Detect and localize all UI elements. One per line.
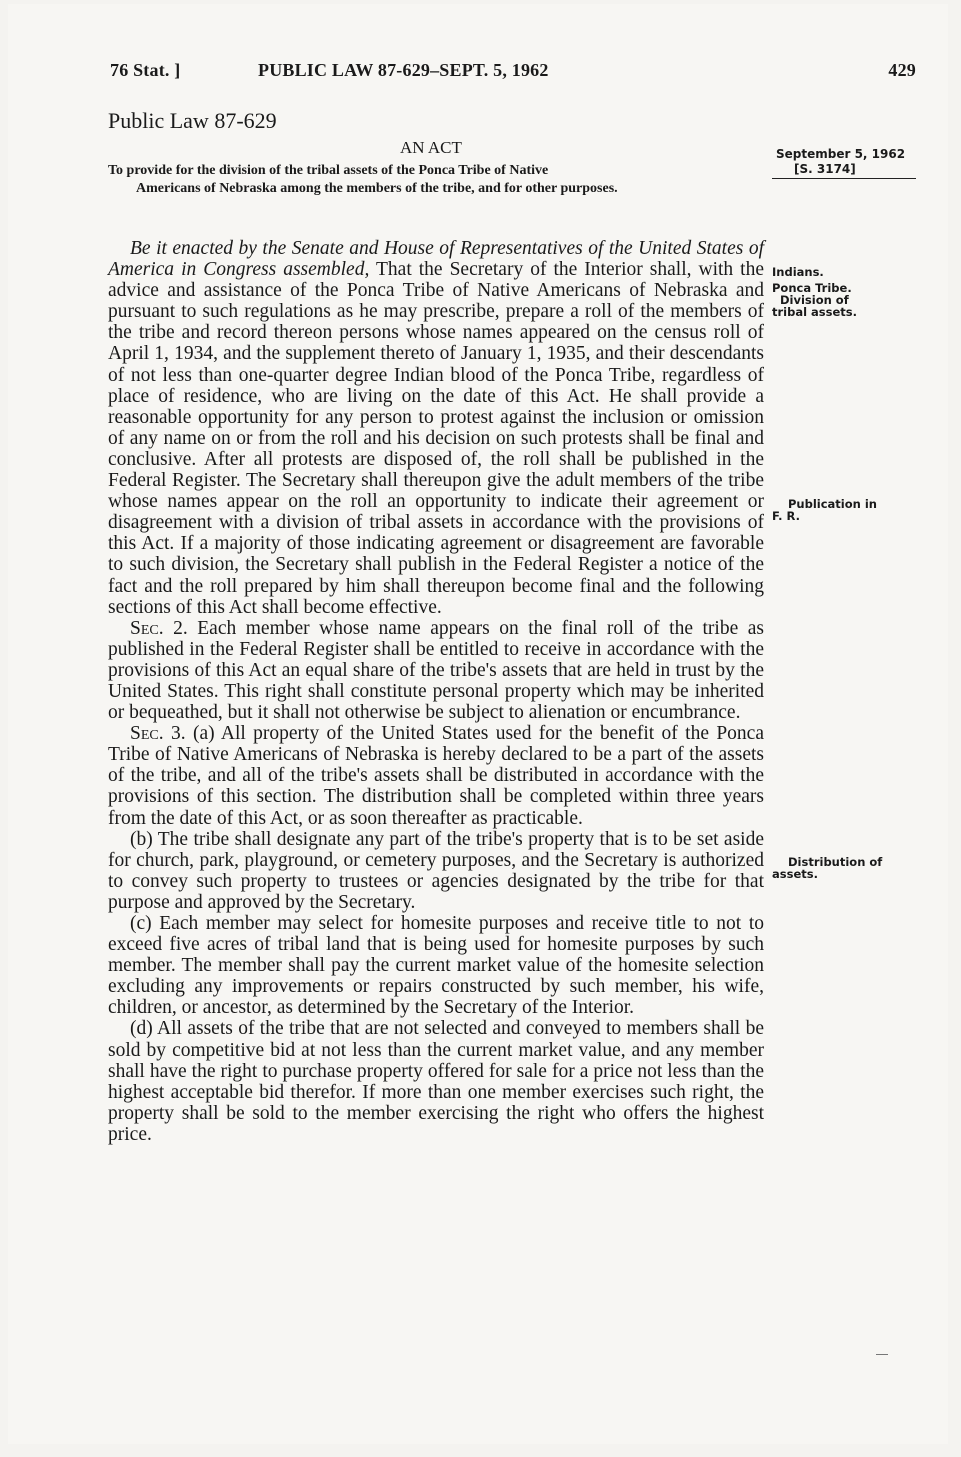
- section-3b: (b) The tribe shall designate any part of the tribe's property that is to be set aside for church, park, playground, or cemetery purposes, and the Secretary is authorized to convey such property to trustees or agencies designated by the tribe for that purpose and approved by the Secretary.: [108, 828, 764, 913]
- margin-note-indians: Indians. Ponca Tribe. Division of tribal assets.: [772, 265, 858, 319]
- section-3a-text: (a) All property of the United States used for the benefit of the Ponca Tribe of Native Americans of Nebraska is hereby declared to be a part of the assets of the tribe, and all of the tribe's assets shall be distributed in accordance with the provisions of this section. The distribution shall be completed within three years from the date of this Act, or as soon thereafter as practicable.: [108, 723, 764, 829]
- section-3-label: Sec. 3.: [130, 723, 186, 745]
- section-3d: (d) All assets of the tribe that are not selected and conveyed to members shall be sold by competitive bid at not less than the current market value, and any member shall have the right to purchase property offered for sale for a price not less than the highest acceptable bid therefor. If more than one member exercises such right, the property shall be sold to the member exercising the right who offers the highest price.: [108, 1018, 764, 1145]
- law-title: Public Law 87-629: [108, 108, 277, 133]
- section-2-text: Each member whose name appears on the final roll of the tribe as published in the Federal Register shall be entitled to receive in accordance with the provisions of this Act an equal share of the tribe's assets that are held in trust by the United States. This right shall constitute personal property which may be inherited or bequeathed, but it shall not otherwise be subject to alienation or encumbrance.: [108, 617, 764, 724]
- section-3c: (c) Each member may select for homesite purposes and receive title to not to exceed five acres of tribal land that is being used for homesite purposes by such member. The member shall pay the current market value of the homesite selection excluding any improvements or repairs constructed by such member, his wife, children, or ancestor, as determined by the Secretary of the Interior.: [108, 913, 764, 1019]
- header-volume: 76 Stat. ]: [110, 60, 181, 80]
- bottom-rule: [876, 1354, 888, 1355]
- act-description-rest: Americans of Nebraska among the members of the tribe, and for other purposes.: [136, 181, 618, 196]
- section-2-label: Sec. 2.: [130, 617, 188, 639]
- margin-note-distribution: Distribution of assets.: [772, 855, 883, 881]
- act-label: AN ACT: [400, 138, 462, 157]
- page-number: 429: [888, 60, 916, 80]
- act-description-line1: To provide for the division of the tribal assets of the Ponca Tribe of Native: [108, 163, 549, 178]
- approval-date: September 5, 1962: [776, 147, 906, 161]
- section-1-text: That the Secretary of the Interior shall, with the advice and assistance of the Ponca Tribe of Native Americans of Nebraska and pursuant to such regulations as he may prescribe, prepare a roll of the members of the tribe and record thereon persons whose names appeared on the census roll of April 1, 1934, and the supplement thereto of January 1, 1935, and their descendants of not less than one-quarter degree Indian blood of the Ponca Tribe, regardless of place of residence, who are living on the date of this Act. He shall provide a reasonable opportunity for any person to protest against the inclusion or omission of any name on or from the roll and his decision on such protests shall be final and conclusive. After all protests are disposed of, the roll shall be published in the Federal Register. The Secretary shall thereupon give the adult members of the tribe whose names appear on the roll an opportunity to indicate their agreement or disagreement with a division of tribal assets in accordance with the provisions of this Act. If a majority of those indicating agreement or disagreement are favorable to such division, the Secretary shall publish in the Federal Register a notice of the fact and the roll prepared by him shall thereupon become final and the following sections of this Act shall become effective.: [108, 259, 764, 618]
- header-title: PUBLIC LAW 87-629–SEPT. 5, 1962: [258, 60, 549, 80]
- act-description: [108, 162, 764, 198]
- date-note: [776, 147, 905, 177]
- section-3a: [108, 723, 764, 828]
- section-1: [108, 238, 764, 618]
- enacting-clause: Be it enacted by the Senate and House of Representatives of the United States of America in Congress assembled,: [108, 238, 764, 281]
- section-2: [108, 618, 764, 723]
- act-body: [108, 238, 764, 1145]
- bill-number: [S. 3174]: [794, 162, 856, 176]
- margin-note-publication: Publication in F. R.: [772, 497, 877, 523]
- date-rule: [772, 178, 916, 179]
